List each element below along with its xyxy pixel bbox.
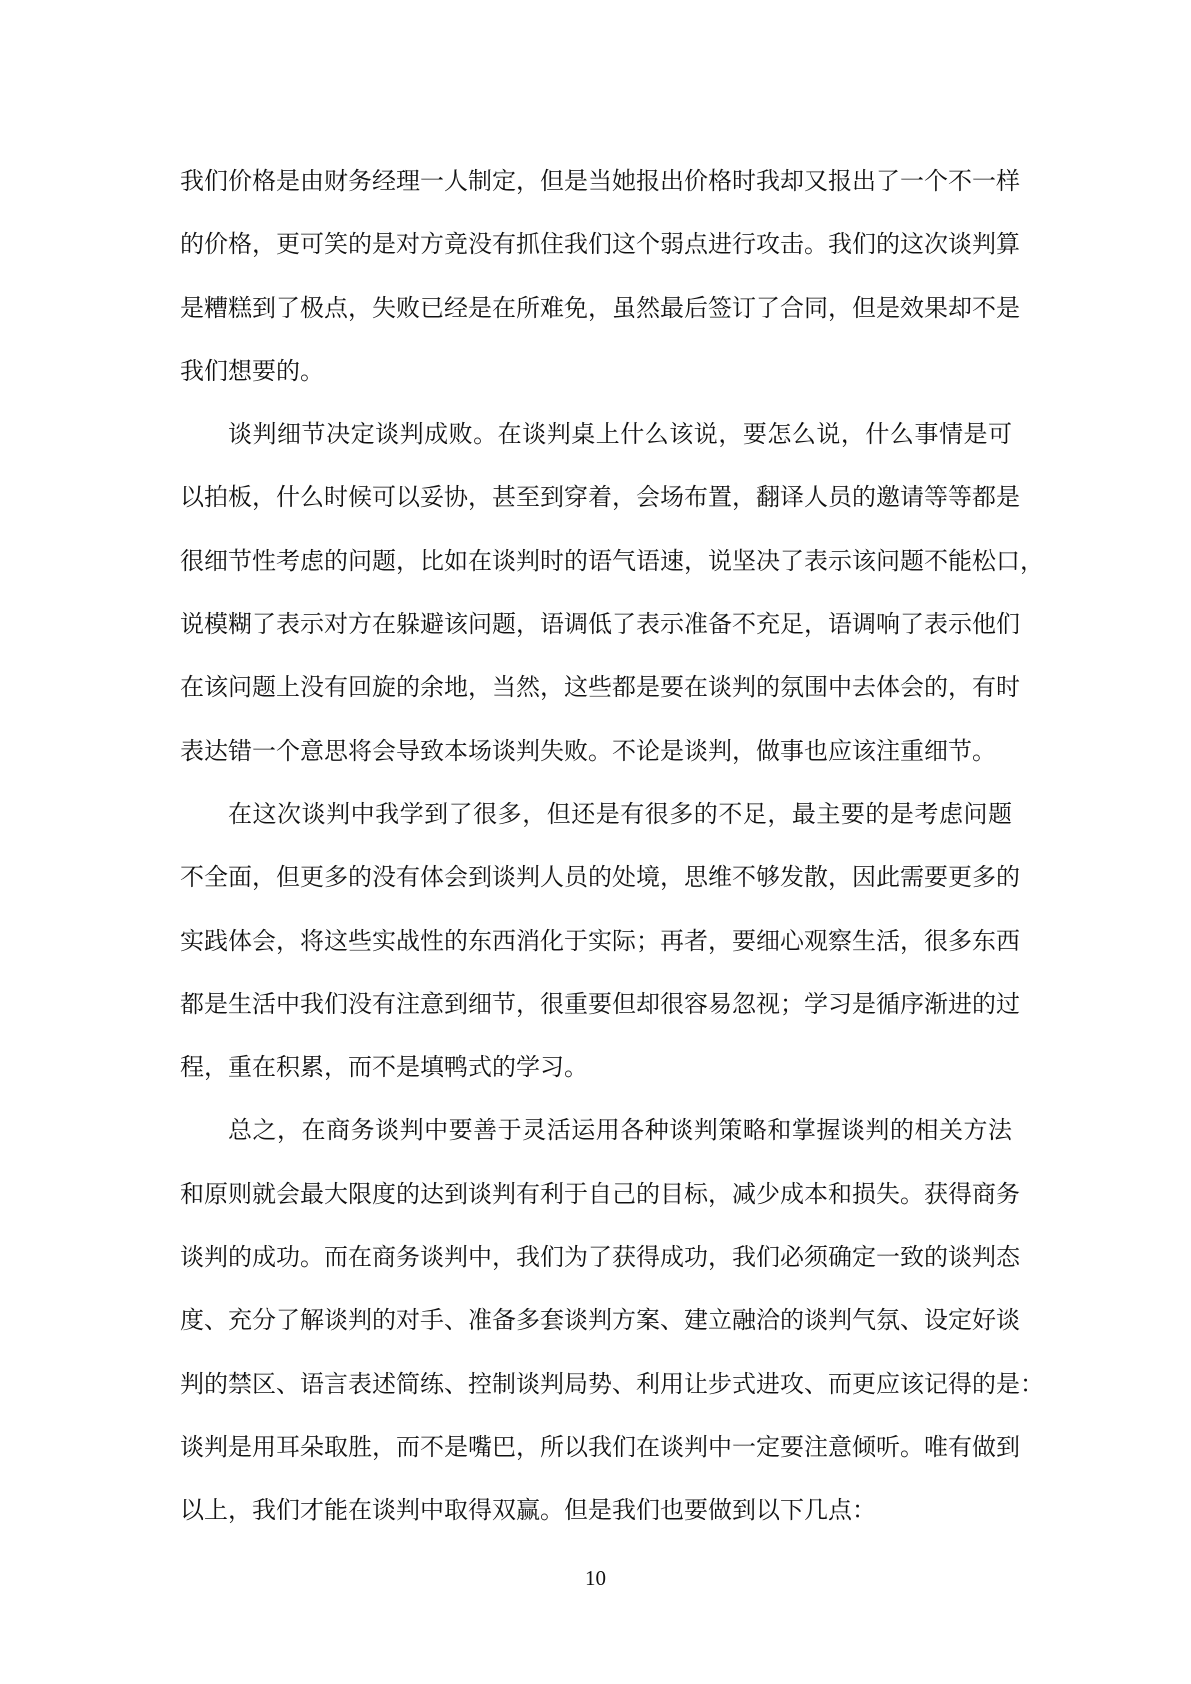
text-line: 判的禁区、语言表述简练、控制谈判局势、利用让步式进攻、而更应该记得的是： <box>180 1369 1044 1398</box>
text-line: 表达错一个意思将会导致本场谈判失败。不论是谈判，做事也应该注重细节。 <box>180 736 996 765</box>
paragraph-3 <box>180 783 1020 1099</box>
text-line: 不全面，但更多的没有体会到谈判人员的处境，思维不够发散，因此需要更多的 <box>180 863 1020 892</box>
text-line: 谈判细节决定谈判成败。在谈判桌上什么该说，要怎么说，什么事情是可 <box>228 420 1012 449</box>
text-line: 谈判是用耳朵取胜，而不是嘴巴，所以我们在谈判中一定要注意倾听。唯有做到 <box>180 1432 1020 1461</box>
text-line: 以上，我们才能在谈判中取得双赢。但是我们也要做到以下几点： <box>180 1496 876 1525</box>
paragraph-2 <box>180 403 1044 783</box>
text-line: 在这次谈判中我学到了很多，但还是有很多的不足，最主要的是考虑问题 <box>228 799 1012 828</box>
text-line: 都是生活中我们没有注意到细节，很重要但却很容易忽视；学习是循序渐进的过 <box>180 989 1020 1018</box>
text-line: 我们想要的。 <box>180 356 324 385</box>
text-line: 的价格，更可笑的是对方竟没有抓住我们这个弱点进行攻击。我们的这次谈判算 <box>180 230 1020 259</box>
text-line: 是糟糕到了极点，失败已经是在所难免，虽然最后签订了合同，但是效果却不是 <box>180 293 1020 322</box>
text-line: 和原则就会最大限度的达到谈判有利于自己的目标，减少成本和损失。获得商务 <box>180 1179 1020 1208</box>
text-line: 我们价格是由财务经理一人制定，但是当她报出价格时我却又报出了一个不一样 <box>180 167 1020 195</box>
text-line: 很细节性考虑的问题，比如在谈判时的语气语速，说坚决了表示该问题不能松口， <box>180 546 1044 575</box>
text-line: 程，重在积累，而不是填鸭式的学习。 <box>180 1053 588 1082</box>
text-line: 谈判的成功。而在商务谈判中，我们为了获得成功，我们必须确定一致的谈判态 <box>180 1243 1020 1272</box>
text-line: 实践体会，将这些实战性的东西消化于实际；再者，要细心观察生活，很多东西 <box>180 926 1020 955</box>
body-text <box>180 150 1044 1543</box>
paragraph-1 <box>180 150 1020 403</box>
text-line: 度、充分了解谈判的对手、准备多套谈判方案、建立融洽的谈判气氛、设定好谈 <box>180 1306 1020 1335</box>
text-line: 总之，在商务谈判中要善于灵活运用各种谈判策略和掌握谈判的相关方法 <box>228 1116 1012 1145</box>
text-line: 以拍板，什么时候可以妥协，甚至到穿着，会场布置，翻译人员的邀请等等都是 <box>180 483 1020 512</box>
text-line: 在该问题上没有回旋的余地，当然，这些都是要在谈判的氛围中去体会的，有时 <box>180 673 1020 702</box>
paragraph-4 <box>180 1099 1044 1542</box>
page-number: 10 <box>585 1566 606 1590</box>
text-line: 说模糊了表示对方在躲避该问题，语调低了表示准备不充足，语调响了表示他们 <box>180 610 1020 639</box>
